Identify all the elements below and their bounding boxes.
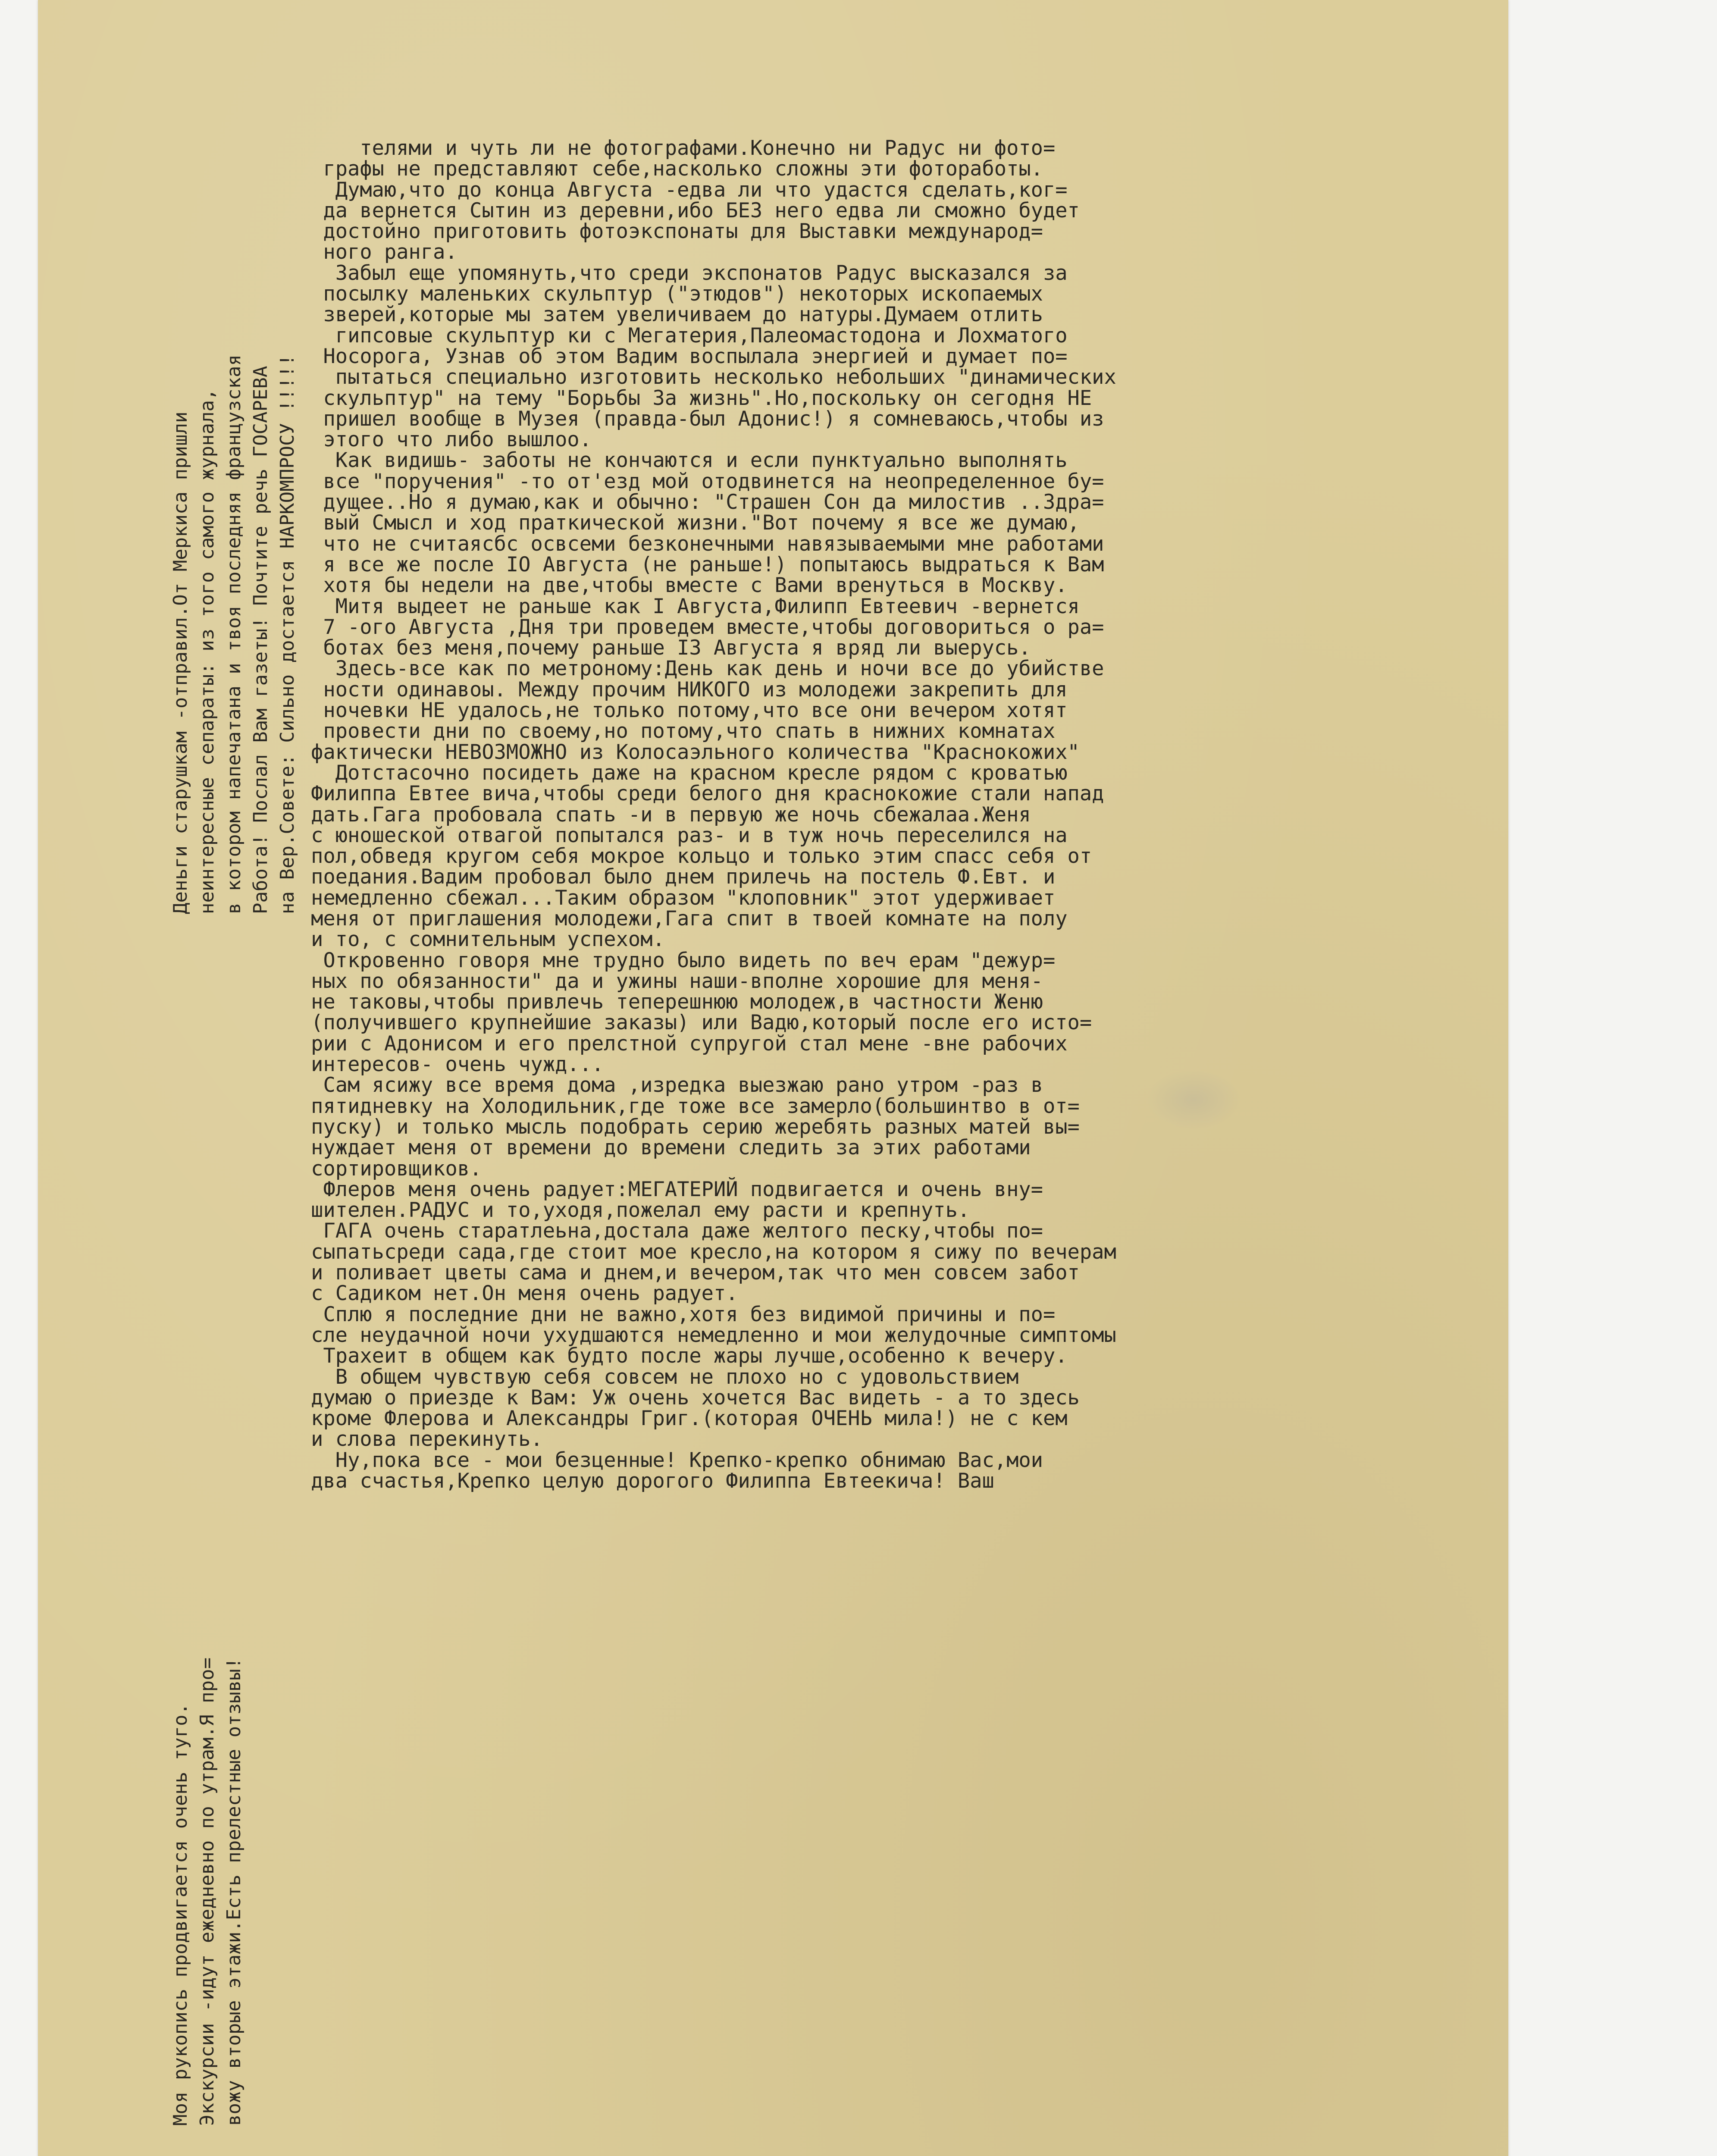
- body-lines-line: сортировщиков.: [262, 1156, 482, 1181]
- body-lines-line: Флеров меня очень радует:МЕГАТЕРИЙ подвигается и очень вну=: [262, 1177, 1043, 1201]
- margin-note-top-line: Работа! Послал Вам газеты! Почтите речь ГОСАРЕВА: [250, 366, 272, 914]
- body-lines-line: Здесь-все как по метроному:День как день и ночи все до убийстве: [262, 657, 1104, 681]
- body-lines-line: и слова перекинуть.: [262, 1427, 543, 1451]
- body-lines-line: пятидневку на Холодильник,где тоже все замерло(большинтво в от=: [262, 1094, 1080, 1118]
- body-lines-line: поедания.Вадим пробовал было днем прилечь на постель Ф.Евт. и: [262, 865, 1056, 889]
- body-lines-line: с юношеской отвагой попытался раз- и в туж ночь переселился на: [262, 823, 1068, 847]
- body-lines-line: достойно приготовить фотоэкспонаты для Выставки международ=: [262, 219, 1043, 244]
- body-lines-line: и поливает цветы сама и днем,и вечером,так что мен совсем забот: [262, 1261, 1080, 1285]
- body-lines-line: дать.Гага пробовала спать -и в первую же ночь сбежалаа.Женя: [262, 802, 1031, 827]
- body-lines-line: нуждает меня от времени до времени следить за этих работами: [262, 1136, 1031, 1160]
- letter-sheet: [38, 0, 1508, 2156]
- body-lines-line: ботах без меня,почему раньше I3 Августа я вряд ли выерусь.: [262, 636, 1031, 660]
- body-lines-line: ночевки НЕ удалось,не только потому,что все они вечером хотят: [262, 699, 1068, 723]
- body-lines-line: Трахеит в общем как будто после жары лучше,особенно к вечеру.: [262, 1344, 1068, 1368]
- body-lines-line: вый Смысл и ход праткической жизни."Вот почему я все же думаю,: [262, 511, 1080, 535]
- body-lines-line: ГАГА очень старатлеьна,достала даже желтого песку,чтобы по=: [262, 1219, 1043, 1243]
- body-lines-line: не таковы,чтобы привлечь теперешнюю молодеж,в частности Женю: [262, 990, 1043, 1014]
- body-lines-line: Сам ясижу все время дома ,изредка выезжаю рано утром -раз в: [262, 1073, 1043, 1097]
- body-lines-line: все "поручения" -то от'езд мой отодвинется на неопределенное бу=: [262, 469, 1104, 493]
- body-lines-line: графы не представляют себе,насколько сложны эти фотоработы.: [262, 157, 1043, 181]
- body-lines-line: Митя выдеет не раньше как I Августа,Филипп Евтеевич -вернется: [262, 594, 1080, 618]
- body-lines-line: да вернется Сытин из деревни,ибо БЕЗ него едва ли сможно будет: [262, 198, 1080, 222]
- body-lines-line: посылку маленьких скульптур ("этюдов") некоторых ископаемых: [262, 282, 1043, 306]
- body-lines-line: два счастья,Крепко целую дорогого Филиппа Евтеекича! Ваш: [262, 1469, 994, 1493]
- body-lines-line: меня от приглашения молодежи,Гага спит в твоей комнате на полу: [262, 906, 1068, 931]
- body-lines-line: В общем чувствую себя совсем не плохо но с удовольствием: [262, 1365, 1019, 1389]
- letter-body: [262, 138, 1534, 1492]
- body-lines-line: скульптур" на тему "Борьбы За жизнь".Но,поскольку он сегодня НЕ: [262, 386, 1092, 410]
- body-lines-line: дущее..Но я думаю,как и обычно: "Страшен Сон да милостив ..Здра=: [262, 490, 1104, 514]
- body-lines-line: пуску) и только мысль подобрать серию жеребять разных матей вы=: [262, 1115, 1080, 1139]
- body-lines-line: 7 -ого Августа ,Дня три проведем вместе,чтобы договориться о ра=: [262, 615, 1104, 639]
- body-lines-line: фактически НЕВОЗМОЖНО из Колосаэльного количества "Краснокожих": [262, 740, 1080, 764]
- body-lines-line: (получившего крупнейшие заказы) или Вадю,который после его исто=: [262, 1011, 1092, 1035]
- margin-note-top-line: в котором напечатана и твоя последняя французская: [223, 354, 245, 914]
- body-lines-line: что не считаясбс освсеми безконечными навязываемыми мне работами: [262, 532, 1104, 556]
- body-lines-line: думаю о приезде к Вам: Уж очень хочется Вас видеть - а то здесь: [262, 1385, 1080, 1410]
- body-lines-line: рии с Адонисом и его прелстной супругой стал мене -вне рабочих: [262, 1031, 1068, 1056]
- body-lines-line: Думаю,что до конца Августа -едва ли что удастся сделать,ког=: [262, 178, 1068, 202]
- body-lines-line: провести дни по своему,но потому,что спать в нижних комнатах: [262, 719, 1056, 743]
- body-lines-line: Ну,пока все - мои безценные! Крепко-крепко обнимаю Вас,мои: [262, 1448, 1043, 1472]
- body-lines-line: Филиппа Евтее вича,чтобы среди белого дня краснокожие стали напад: [262, 782, 1104, 806]
- body-lines-line: Как видишь- заботы не кончаются и если пунктуально выполнять: [262, 448, 1068, 473]
- body-lines-line: интересов- очень чужд...: [262, 1053, 604, 1077]
- body-lines-line: ности одинавоы. Между прочим НИКОГО из молодежи закрепить для: [262, 677, 1068, 702]
- body-lines-line: Откровенно говоря мне трудно было видеть по веч ерам "дежур=: [262, 948, 1056, 972]
- body-lines-line: пришел вообще в Музея (правда-был Адонис!) я сомневаюсь,чтобы из: [262, 407, 1104, 431]
- body-lines-line: гипсовые скульптур ки с Мегатерия,Палеомастодона и Лохматого: [262, 323, 1068, 348]
- body-lines-line: немедленно сбежал...Таким образом "клоповник" этот удерживает: [262, 886, 1056, 910]
- body-lines-line: ного ранга.: [262, 240, 457, 264]
- body-lines-line: Сплю я последние дни не важно,хотя без видимой причины и по=: [262, 1302, 1056, 1326]
- margin-note-top-line: неинтересные сепараты: из того самого журнала,: [196, 389, 218, 914]
- margin-note-bottom: [167, 1281, 248, 2126]
- body-lines-line: кроме Флерова и Александры Григ.(которая ОЧЕНЬ мила!) не с кем: [262, 1407, 1068, 1431]
- body-lines-line: сле неудачной ночи ухудшаются немедленно и мои желудочные симптомы: [262, 1323, 1116, 1347]
- body-lines-line: этого что либо вышлоо.: [262, 428, 592, 452]
- body-lines-line: с Садиком нет.Он меня очень радует.: [262, 1282, 738, 1306]
- body-lines-line: Носорога, Узнав об этом Вадим воспылала энергией и думает по=: [262, 344, 1068, 368]
- body-lines-line: хотя бы недели на две,чтобы вместе с Вами вренуться в Москву.: [262, 573, 1068, 598]
- margin-note-bottom-line: вожу вторые этажи.Есть прелестные отзывы!: [223, 1657, 245, 2126]
- body-lines-line: зверей,которые мы затем увеличиваем до натуры.Думаем отлить: [262, 303, 1043, 327]
- margin-note-top-line: Деньги старушкам -отправил.От Меркиса пришли: [169, 411, 191, 914]
- body-lines-line: пол,обведя кругом себя мокрое кольцо и только этим спасс себя от: [262, 844, 1092, 868]
- margin-note-bottom-line: Экскурсии -идут ежедневно по утрам.Я про=: [196, 1657, 218, 2126]
- body-lines-line: пытаться специально изготовить несколько небольших "динамических: [262, 365, 1116, 389]
- body-lines-line: сыпатьсреди сада,где стоит мое кресло,на котором я сижу по вечерам: [262, 1240, 1116, 1264]
- body-lines-line: ных по обязанности" да и ужины наши-вполне хорошие для меня-: [262, 969, 1043, 993]
- margin-note-top-line: на Вер.Совете: Сильно достается НАРКОМПРОСУ !!!!!: [276, 354, 298, 914]
- body-lines-line: телями и чуть ли не фотографами.Конечно ни Радус ни фото=: [262, 136, 1056, 160]
- body-lines-line: шителен.РАДУС и то,уходя,пожелал ему расти и крепнуть.: [262, 1198, 970, 1222]
- body-lines-line: и то, с сомнительным успехом.: [262, 928, 665, 952]
- body-lines-line: Забыл еще упомянуть,что среди экспонатов Радус высказался за: [262, 261, 1068, 285]
- margin-note-bottom-line: Моя рукопись продвигается очень туго.: [169, 1703, 191, 2126]
- body-lines-line: Дотстасочно посидеть даже на красном кресле рядом с кроватью: [262, 761, 1068, 785]
- body-lines-line: я все же после IO Августа (не раньше!) попытаюсь выдраться к Вам: [262, 552, 1104, 577]
